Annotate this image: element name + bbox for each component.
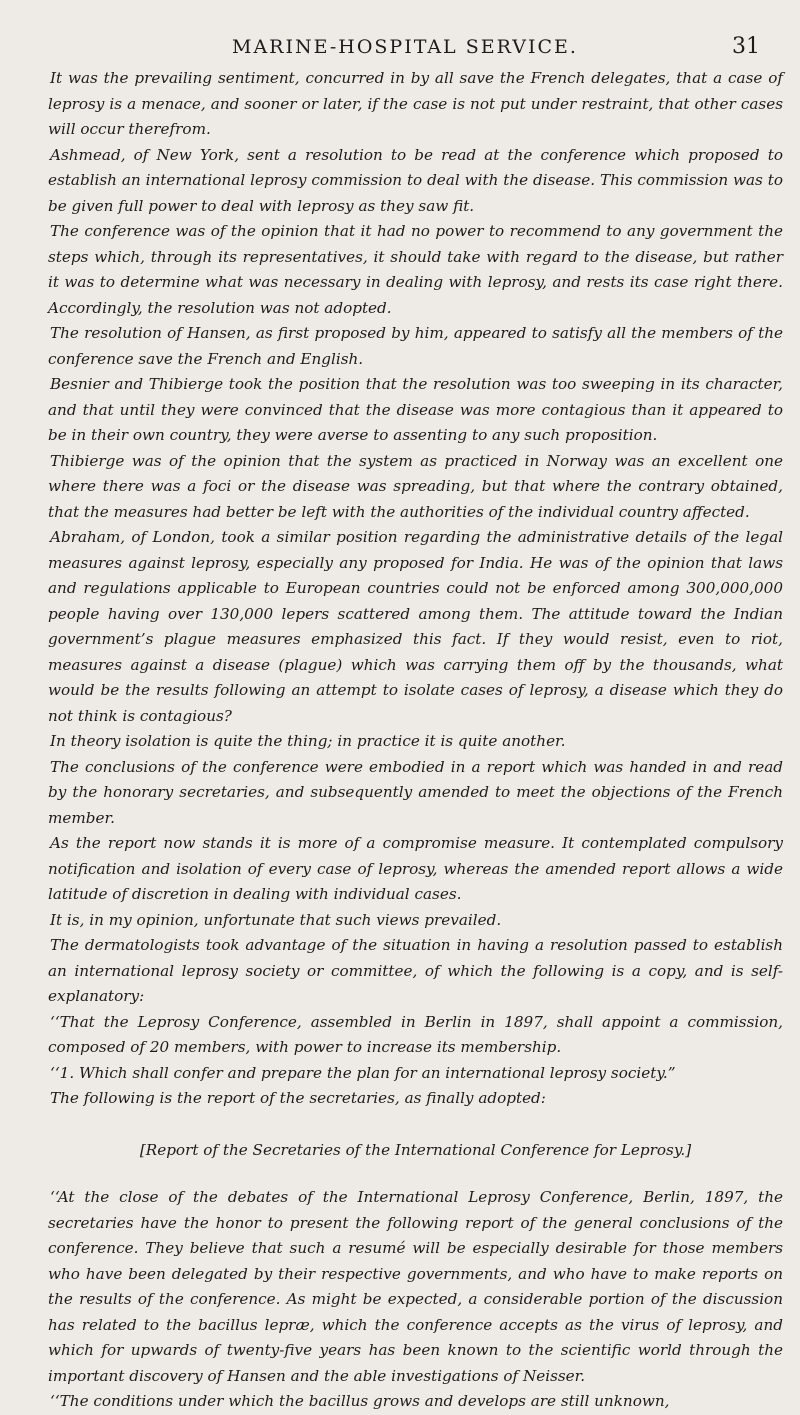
paragraph: It was the prevailing sentiment, concurred in by all save the French delegates, that a case of leprosy is a menace, and sooner or later, if the case is not put under restraint, that other cases will occur therefrom.	[48, 69, 783, 138]
paragraph: ‘‘1. Which shall confer and prepare the plan for an international leprosy society.”	[50, 1063, 676, 1082]
paragraph: The resolution of Hansen, as first proposed by him, appeared to satisfy all the members of the conference save the French and English.	[48, 324, 783, 368]
paragraph: Thibierge was of the opinion that the system as practiced in Norway was an excellent one where there was a foci or the disease was spreading, but that where the contrary obtained, that the measures had better be left with the authorities of the individual country affected.	[48, 451, 783, 521]
paragraph: Abraham, of London, took a similar position regarding the administrative details of the legal measures against leprosy, especially any proposed for India. He was of the opinion that laws and regulations applicable to European countries could not be enforced among 300,000,000 people having over 130,000 lepers scattered among them. The attitude toward the Indian government’s plague measures emphasized this fact. If they would resist, even to riot, measures against a disease (plague) which was carrying them off by the thousands, what would be the results following an attempt to isolate cases of leprosy, a disease which they do not think is contagious?	[48, 528, 783, 725]
report-paragraph: ‘‘At the close of the debates of the International Leprosy Conference, Berlin, 1897, the secretaries have the honor to present the following report of the general conclusions of the conference. They believe that such a resumé will be especially desirable for those members who have been delegated by their respective governments, and who have to make reports on the results of the conference. As might be expected, a considerable portion of the discussion has related to the bacillus lepræ, which the conference accepts as the virus of leprosy, and which for upwards of twenty-five years has been known to the scientific world through the important discovery of Hansen and the able investigations of Neisser.	[48, 1188, 783, 1385]
report-caption: [Report of the Secretaries of the International Conference for Leprosy.]	[139, 1140, 692, 1159]
page-number: 31	[732, 34, 760, 59]
paragraph: As the report now stands it is more of a compromise measure. It contemplated compulsory notification and isolation of every case of leprosy, whereas the amended report allows a wide latitude of discretion in dealing with individual cases.	[48, 834, 783, 903]
paragraph: The dermatologists took advantage of the situation in having a resolution passed to establish an international leprosy society or committee, of which the following is a copy, and is self-explanatory:	[48, 936, 783, 1005]
paragraph: In theory isolation is quite the thing; in practice it is quite another.	[50, 732, 566, 750]
paragraph: The conference was of the opinion that it had no power to recommend to any government the steps which, through its representatives, it should take with regard to the disease, but rather it was to determine what was necessary in dealing with leprosy, and rests its case right there. Accordingly, the resolution was not adopted.	[48, 222, 783, 317]
running-title: MARINE-HOSPITAL SERVICE.	[232, 36, 578, 58]
paragraph: ‘‘That the Leprosy Conference, assembled in Berlin in 1897, shall appoint a commission, composed of 20 members, with power to increase its membership.	[48, 1012, 783, 1056]
body-text	[48, 66, 783, 1415]
paragraph: Besnier and Thibierge took the position that the resolution was too sweeping in its character, and that until they were convinced that the disease was more contagious than it appeared to be in their own country, they were averse to assenting to any such proposition.	[48, 375, 783, 444]
paragraph: It is, in my opinion, unfortunate that such views prevailed.	[50, 910, 502, 929]
paragraph: The conclusions of the conference were embodied in a report which was handed in and read by the honorary secretaries, and subsequently amended to meet the objections of the French member.	[48, 757, 783, 827]
report-paragraph: ‘‘The conditions under which the bacillus grows and develops are still unknown,	[50, 1392, 670, 1410]
paragraph: Ashmead, of New York, sent a resolution to be read at the conference which proposed to establish an international leprosy commission to deal with the disease. This commission was to be given full power to deal with leprosy as they saw fit.	[48, 145, 783, 215]
paragraph: The following is the report of the secretaries, as finally adopted:	[50, 1089, 546, 1107]
